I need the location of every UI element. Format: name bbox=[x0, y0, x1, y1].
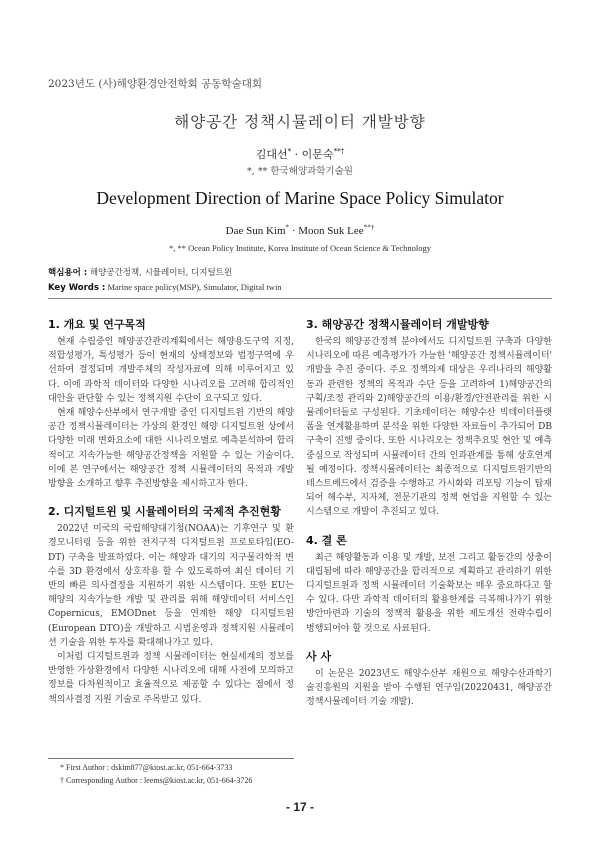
section-1-heading: 1. 개요 및 연구목적 bbox=[48, 318, 146, 331]
section-gap bbox=[306, 636, 552, 650]
section-gap bbox=[306, 520, 552, 534]
author-2-mark: **† bbox=[333, 146, 345, 156]
acknowledgement-paragraph: 이 논문은 2023년도 해양수산부 재원으로 해양수산과학기술진흥원의 지원을 받아 수행된 연구임(20220431, 해양공간 정책시뮬레이터 기술 개발). bbox=[306, 668, 552, 708]
section-2-paragraph-1: 2022년 미국의 국립해양대기청(NOAA)는 기후연구 및 환경모니터링 등을 위한 전지구적 디지털트윈 프로토타입(EO-DT) 구축을 발표하였다. 이는 해양과 대기의 지구물리학적 변수를 3D 환경에서 상호작용 할 수 있도록하여 최신 데이터 기반의 빠른 의사결정을 지원하기 위한 시스템이다. 또한 EU는 해양의 지속가능한 개발 및 관리를 위해 해양데이터 서비스인 Copernicus, EMODnet 등을 연계한 해양 디지털트윈(European DTO)을 개발하고 시범운영과 정책지원 시뮬레이션 기술을 위한 투자를 확대해나가고 있다. bbox=[48, 524, 294, 648]
section-4-paragraph-1: 최근 해양활동과 이용 및 개발, 보전 그리고 활동간의 상충이 대립됨에 따라 해양공간을 합리적으로 계획하고 관리하기 위한 디지털트윈과 정책 시뮬레이터 기술확보는 매우 중요하다고 할 수 있다. 다만 과학적 데이터의 활용한계를 극복해나가기 위한 방안마련과 기술의 정책적 활용을 위한 제도개선 전략수립이 병행되어야 할 것으로 사료된다. bbox=[306, 552, 552, 634]
footnote-divider bbox=[48, 758, 294, 759]
conference-header: 2023년도 (사)해양환경안전학회 공동학술대회 bbox=[48, 78, 263, 90]
section-1-paragraph-2: 현재 해양수산부에서 연구개발 중인 디지털트윈 기반의 해양공간 정책시뮬레이터는 가상의 환경인 해양 디지털트윈 상에서 다양한 미래 변화요소에 대한 시나리오별로 예측분석하여 합리적이고 지속가능한 해양공간정책을 지원할 수 있는 기술이다. 이에 본 연구에서는 해양공간 정책 시뮬레이터의 목적과 개발방향을 소개하고 향후 추진방향을 제시하고자 한다. bbox=[48, 408, 294, 490]
keywords-korean-label: 핵심용어 : bbox=[48, 268, 88, 278]
author-separator: · bbox=[291, 148, 302, 161]
paper-title-english: Development Direction of Marine Space Policy Simulator bbox=[96, 188, 504, 208]
authors-english bbox=[0, 225, 600, 237]
page-number: - 17 - bbox=[285, 800, 314, 814]
section-2-paragraph-2: 이처럼 디지털트윈과 정책 시뮬레이터는 현실세계의 정보를 반영한 가상환경에서 다양한 시나리오에 대해 사전에 모의하고 정보를 다차원적이고 효율적으로 제공할 수 있다는 점에서 정책의사결정 지원 기술로 주목받고 있다. bbox=[48, 652, 294, 705]
keywords-korean-text: 해양공간정책, 시뮬레이터, 디지털트윈 bbox=[87, 268, 233, 278]
section-4-heading: 4. 결 론 bbox=[306, 533, 347, 547]
keywords-english-label: Key Words : bbox=[48, 283, 106, 293]
section-3-paragraph-1: 한국의 해양공간정책 분야에서도 디지털트윈 구축과 다양한 시나리오에 따른 예측평가가 가능한 '해양공간 정책시뮬레이터' 개발을 추진 중이다. 주요 정책의제 대상은 우리나라의 해양활동과 관련한 정책의 목적과 수단 등을 고려하여 1)해양공간의 구획/조정 관리와 2)해양공간의 이용/환경/안전관리를 위한 시뮬레이터들로 구성된다. 기초데이터는 해양수산 빅데이터플랫폼을 연계활용하며 분석을 위한 다양한 자료들이 추가되어 DB구축이 진행 중이다. 또한 시나리오는 정책추요및 현안 및 예측중심으로 작성되며 시뮬레이터 간의 인과관계를 통해 상호연계될 예정이다. 정책시뮬레이터는 최종적으로 디지털트윈기반의 테스트베드에서 검증을 수행하고 가시화와 리포팅 기능이 탑재되어 해수부, 지자체, 전문기관의 정책 현업을 지원할 수 있는 시스템으로 개발이 추진되고 있다. bbox=[306, 337, 552, 518]
footnote-corresponding-author: † Corresponding Author : leems@kiost.ac.kr, 051-664-3726 bbox=[60, 776, 253, 785]
section-3-heading: 3. 해양공간 정책시뮬레이터 개발방향 bbox=[306, 318, 489, 331]
left-column bbox=[48, 318, 294, 707]
author-2-name: 이문숙 bbox=[301, 148, 334, 161]
acknowledgement-heading: 사 사 bbox=[306, 649, 332, 663]
affiliation-english: *, ** Ocean Policy Institute, Korea Institute of Ocean Science & Technology bbox=[169, 243, 431, 253]
author-2-mark-en: **† bbox=[363, 223, 375, 232]
footnote-first-author: * First Author : dskim877@kiost.ac.kr, 051-664-3733 bbox=[60, 763, 233, 772]
author-1-name-en: Dae Sun Kim bbox=[225, 225, 286, 237]
author-1-mark-en: * bbox=[285, 223, 290, 232]
author-1-name: 김대선 bbox=[255, 148, 288, 161]
keywords-korean bbox=[48, 267, 232, 279]
authors-korean bbox=[0, 146, 600, 162]
section-2-heading: 2. 디지털트윈 및 시뮬레이터의 국제적 추진현황 bbox=[48, 505, 281, 519]
keywords-english-text: Marine space policy(MSP), Simulator, Digital twin bbox=[105, 282, 282, 292]
section-1-paragraph-1: 현재 수립중인 해양공간관리계획에서는 해양용도구역 지정, 적합성평가, 특성평가 등이 현재의 상태정보와 법정구역에 우선하여 결정되며 개발주체의 작성자료에 의해 이루어지고 있다. 이에 과학적 데이터와 다양한 시나리오를 고려해 합리적인 대안을 판단할 수 있는 정책지원 수단이 요구되고 있다. bbox=[48, 337, 294, 404]
author-2-name-en: Moon Suk Lee bbox=[298, 225, 364, 237]
header-divider bbox=[48, 298, 552, 299]
section-gap bbox=[48, 491, 294, 505]
affiliation-korean: *, ** 한국해양과학기술원 bbox=[247, 166, 353, 177]
keywords-english bbox=[48, 281, 282, 294]
author-1-mark: * bbox=[287, 146, 292, 156]
right-column bbox=[306, 318, 552, 709]
paper-title-korean: 해양공간 정책시뮬레이터 개발방향 bbox=[174, 113, 426, 131]
author-separator-en: · bbox=[289, 225, 299, 237]
